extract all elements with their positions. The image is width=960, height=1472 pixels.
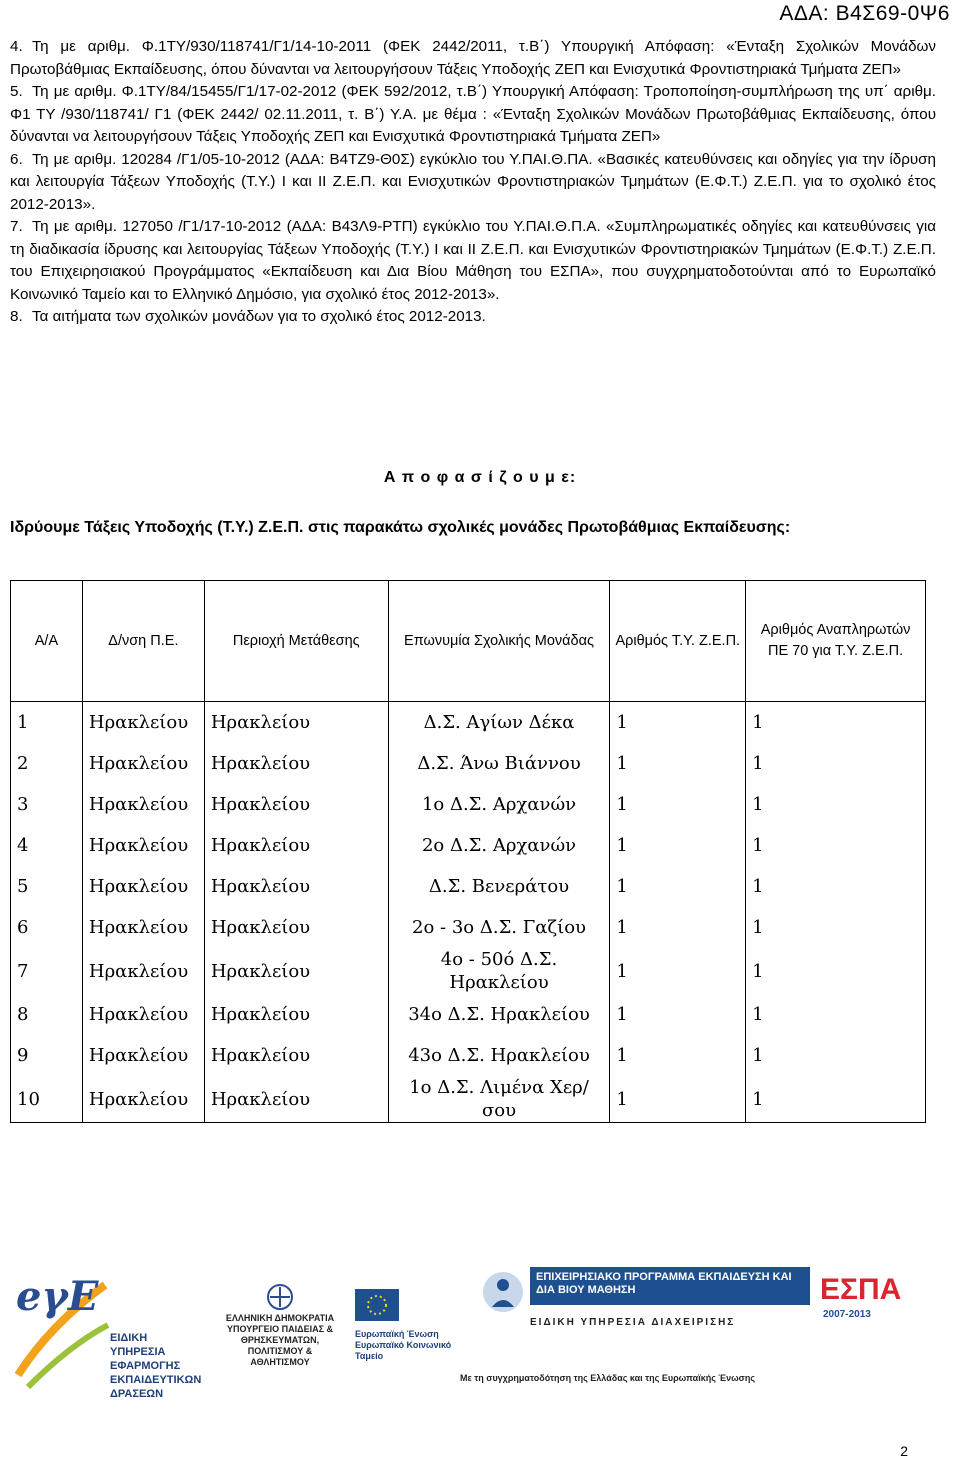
item-text: Τη με αριθμ. Φ.1ΤΥ/930/118741/Γ1/14-10-2011 (ΦΕΚ 2442/2011, τ.Β΄) Υπουργική Απόφαση: «Ένταξη Σχολικών Μονάδων Πρωτοβάθμιας Εκπαίδευσης, όπου δύνανται να λειτουργήσουν Τάξεις Υποδοχής ΖΕΠ και Ενισχυτικά Φροντιστηριακά Τμήματα ΖΕΠ» (10, 38, 936, 78)
list-item (10, 216, 936, 306)
espa-years: 2007-2013 (823, 1309, 871, 1320)
item-number: 8. (10, 308, 23, 325)
cell-replacements: 1 (746, 907, 926, 948)
cell-replacements: 1 (746, 743, 926, 784)
table-row (11, 702, 926, 744)
table-row (11, 907, 926, 948)
table-row (11, 994, 926, 1035)
list-item (10, 306, 936, 329)
cell-school-name: 43ο Δ.Σ. Ηρακλείου (388, 1035, 610, 1076)
special-service-text: ΕΙΔΙΚΗ ΥΠΗΡΕΣΙΑ ΔΙΑΧΕΙΡΙΣΗΣ (530, 1317, 736, 1328)
item-text: Τα αιτήματα των σχολικών μονάδων για το σχολικό έτος 2012-2013. (32, 308, 486, 325)
sponsor-logos (10, 1265, 940, 1400)
header-ty-count: Αριθμός Τ.Υ. Ζ.Ε.Π. (610, 581, 746, 702)
cell-area: Ηρακλείου (204, 743, 388, 784)
cell-school-name: Δ.Σ. Αγίων Δέκα (388, 702, 610, 744)
cell-no: 6 (11, 907, 83, 948)
cell-area: Ηρακλείου (204, 1076, 388, 1123)
considerations-list (10, 36, 936, 329)
establish-statement: Ιδρύουμε Τάξεις Υποδοχής (Τ.Υ.) Ζ.Ε.Π. στις παρακάτω σχολικές μονάδες Πρωτοβάθμιας Εκπαίδευσης: (10, 519, 791, 536)
program-title: ΕΠΙΧΕΙΡΗΣΙΑΚΟ ΠΡΟΓΡΑΜΜΑ ΕΚΠΑΙΔΕΥΣΗ ΚΑΙ ΔΙΑ ΒΙΟΥ ΜΑΘΗΣΗ (530, 1267, 810, 1305)
cell-directorate: Ηρακλείου (82, 994, 204, 1035)
cell-directorate: Ηρακλείου (82, 784, 204, 825)
cell-ty-count: 1 (610, 948, 746, 994)
cell-ty-count: 1 (610, 907, 746, 948)
table-row (11, 1076, 926, 1123)
cell-replacements: 1 (746, 994, 926, 1035)
ada-code: ΑΔΑ: Β4Σ69-0Ψ6 (779, 2, 950, 25)
cell-ty-count: 1 (610, 825, 746, 866)
cell-ty-count: 1 (610, 784, 746, 825)
cell-no: 10 (11, 1076, 83, 1123)
cell-replacements: 1 (746, 825, 926, 866)
cell-area: Ηρακλείου (204, 994, 388, 1035)
cell-ty-count: 1 (610, 1035, 746, 1076)
header-area: Περιοχή Μετάθεσης (204, 581, 388, 702)
cell-no: 2 (11, 743, 83, 784)
item-text: Τη με αριθμ. Φ.1ΤΥ/84/15455/Γ1/17-02-2012 (ΦΕΚ 592/2012, τ.Β΄) Υπουργική Απόφαση: Τροποποίηση-συμπλήρωση της υπ΄ αριθμ. Φ1 ΤΥ /930/118741/ Γ1 (ΦΕΚ 2442/ 02.11.2011, τ. Β΄) Υ.Α. με θέμα : «Ένταξη Σχολικών Μονάδων Πρωτοβάθμιας Εκπαίδευσης, όπου δύνανται να λειτουργήσουν Τάξεις Υποδοχής ΖΕΠ και Ενισχυτικά Φροντιστηριακά Τμήματα ΖΕΠ» (10, 83, 936, 145)
item-text: Τη με αριθμ. 120284 /Γ1/05-10-2012 (ΑΔΑ: Β4ΤΖ9-Θ0Σ) εγκύκλιο του Υ.ΠΑΙ.Θ.ΠΑ. «Βασικές κατευθύνσεις και οδηγίες για την ίδρυση και λειτουργία Τάξεων Υποδοχής (Τ.Υ.) Ι και ΙΙ Ζ.Ε.Π. και Ενισχυτικών Φροντιστηριακών Τμημάτων (Ε.Φ.Τ.) Ζ.Ε.Π. για το σχολικό έτος 2012-2013». (10, 150, 936, 213)
espa-mark: ΕΣΠΑ (820, 1273, 902, 1306)
ministry-logo (225, 1283, 465, 1383)
eye-logo (10, 1265, 210, 1400)
cell-no: 4 (11, 825, 83, 866)
cell-school-name: 4ο - 50ό Δ.Σ. Ηρακλείου (388, 948, 610, 994)
cell-directorate: Ηρακλείου (82, 1076, 204, 1123)
cell-area: Ηρακλείου (204, 784, 388, 825)
table-row (11, 743, 926, 784)
cell-school-name: 2ο - 3ο Δ.Σ. Γαζίου (388, 907, 610, 948)
cofund-text: Με τη συγχρηματοδότηση της Ελλάδας και της Ευρωπαϊκής Ένωσης (460, 1373, 756, 1383)
program-logo (460, 1265, 940, 1395)
cell-area: Ηρακλείου (204, 702, 388, 744)
table-row (11, 866, 926, 907)
cell-area: Ηρακλείου (204, 866, 388, 907)
decision-heading: Α π ο φ α σ ί ζ ο υ μ ε: (383, 469, 577, 486)
cell-ty-count: 1 (610, 702, 746, 744)
eye-service-text: ΕΙΔΙΚΗ ΥΠΗΡΕΣΙΑ ΕΦΑΡΜΟΓΗΣ ΕΚΠΑΙΔΕΥΤΙΚΩΝ ΔΡΑΣΕΩΝ (110, 1332, 202, 1400)
cell-replacements: 1 (746, 784, 926, 825)
list-item (10, 149, 936, 217)
table-row (11, 784, 926, 825)
cell-no: 8 (11, 994, 83, 1035)
cell-directorate: Ηρακλείου (82, 907, 204, 948)
cell-directorate: Ηρακλείου (82, 702, 204, 744)
cell-school-name: 1ο Δ.Σ. Αρχανών (388, 784, 610, 825)
cell-school-name: Δ.Σ. Βενεράτου (388, 866, 610, 907)
item-number: 5. (10, 83, 23, 100)
cell-replacements: 1 (746, 948, 926, 994)
eye-mark: eγE (16, 1273, 99, 1320)
cell-replacements: 1 (746, 1035, 926, 1076)
cell-no: 7 (11, 948, 83, 994)
header-replacements: Αριθμός Αναπληρωτών ΠΕ 70 για Τ.Υ. Ζ.Ε.Π. (746, 581, 926, 702)
header-school-name: Επωνυμία Σχολικής Μονάδας (388, 581, 610, 702)
cell-ty-count: 1 (610, 1076, 746, 1123)
cell-no: 3 (11, 784, 83, 825)
item-number: 7. (10, 218, 23, 235)
cell-directorate: Ηρακλείου (82, 743, 204, 784)
header-no: Α/Α (11, 581, 83, 702)
cell-area: Ηρακλείου (204, 948, 388, 994)
cell-ty-count: 1 (610, 994, 746, 1035)
cell-directorate: Ηρακλείου (82, 825, 204, 866)
cell-replacements: 1 (746, 702, 926, 744)
greek-emblem-icon (225, 1283, 335, 1313)
cell-school-name: 2ο Δ.Σ. Αρχανών (388, 825, 610, 866)
cell-school-name: 34ο Δ.Σ. Ηρακλείου (388, 994, 610, 1035)
cell-school-name: Δ.Σ. Άνω Βιάννου (388, 743, 610, 784)
cell-replacements: 1 (746, 866, 926, 907)
cell-school-name: 1ο Δ.Σ. Λιμένα Χερ/σου (388, 1076, 610, 1123)
cell-no: 5 (11, 866, 83, 907)
cell-directorate: Ηρακλείου (82, 948, 204, 994)
table-header-row (11, 581, 926, 702)
list-item (10, 36, 936, 81)
item-number: 4. (10, 38, 23, 55)
cell-ty-count: 1 (610, 743, 746, 784)
program-figure-icon (480, 1269, 526, 1315)
eu-flag-icon (355, 1289, 399, 1321)
ministry-text: ΕΛΛΗΝΙΚΗ ΔΗΜΟΚΡΑΤΙΑ ΥΠΟΥΡΓΕΙΟ ΠΑΙΔΕΙΑΣ & ΘΡΗΣΚΕΥΜΑΤΩΝ, ΠΟΛΙΤΙΣΜΟΥ & ΑΘΛΗΤΙΣΜΟΥ (225, 1313, 335, 1367)
page-number: 2 (900, 1443, 908, 1459)
table-row (11, 825, 926, 866)
item-number: 6. (10, 150, 23, 168)
cell-area: Ηρακλείου (204, 825, 388, 866)
eu-text: Ευρωπαϊκή Ένωση Ευρωπαϊκό Κοινωνικό Ταμείο (355, 1329, 452, 1361)
cell-no: 9 (11, 1035, 83, 1076)
cell-no: 1 (11, 702, 83, 744)
cell-area: Ηρακλείου (204, 907, 388, 948)
cell-replacements: 1 (746, 1076, 926, 1123)
list-item (10, 81, 936, 149)
schools-table (10, 580, 926, 1123)
header-directorate: Δ/νση Π.Ε. (82, 581, 204, 702)
cell-area: Ηρακλείου (204, 1035, 388, 1076)
table-row (11, 948, 926, 994)
cell-directorate: Ηρακλείου (82, 1035, 204, 1076)
item-text: Τη με αριθμ. 127050 /Γ1/17-10-2012 (ΑΔΑ: Β43Λ9-ΡΤΠ) εγκύκλιο του Υ.ΠΑΙ.Θ.Π.Α. «Συμπληρωματικές οδηγίες και κατευθύνσεις για τη διαδικασία ίδρυσης και λειτουργίας Τάξεων Υποδοχής (Τ.Υ.) Ι και ΙΙ Ζ.Ε.Π. και Ενισχυτικών Φροντιστηριακών Τμημάτων (Ε.Φ.Τ.) Ζ.Ε.Π. του Επιχειρησιακού Προγράμματος «Εκπαίδευση και Δια Βίου Μάθηση του ΕΣΠΑ», που συγχρηματοδοτούνται από το Ευρωπαϊκό Κοινωνικό Ταμείο και το Ελληνικό Δημόσιο, για σχολικό έτος 2012-2013». (10, 218, 936, 303)
table-row (11, 1035, 926, 1076)
cell-ty-count: 1 (610, 866, 746, 907)
cell-directorate: Ηρακλείου (82, 866, 204, 907)
